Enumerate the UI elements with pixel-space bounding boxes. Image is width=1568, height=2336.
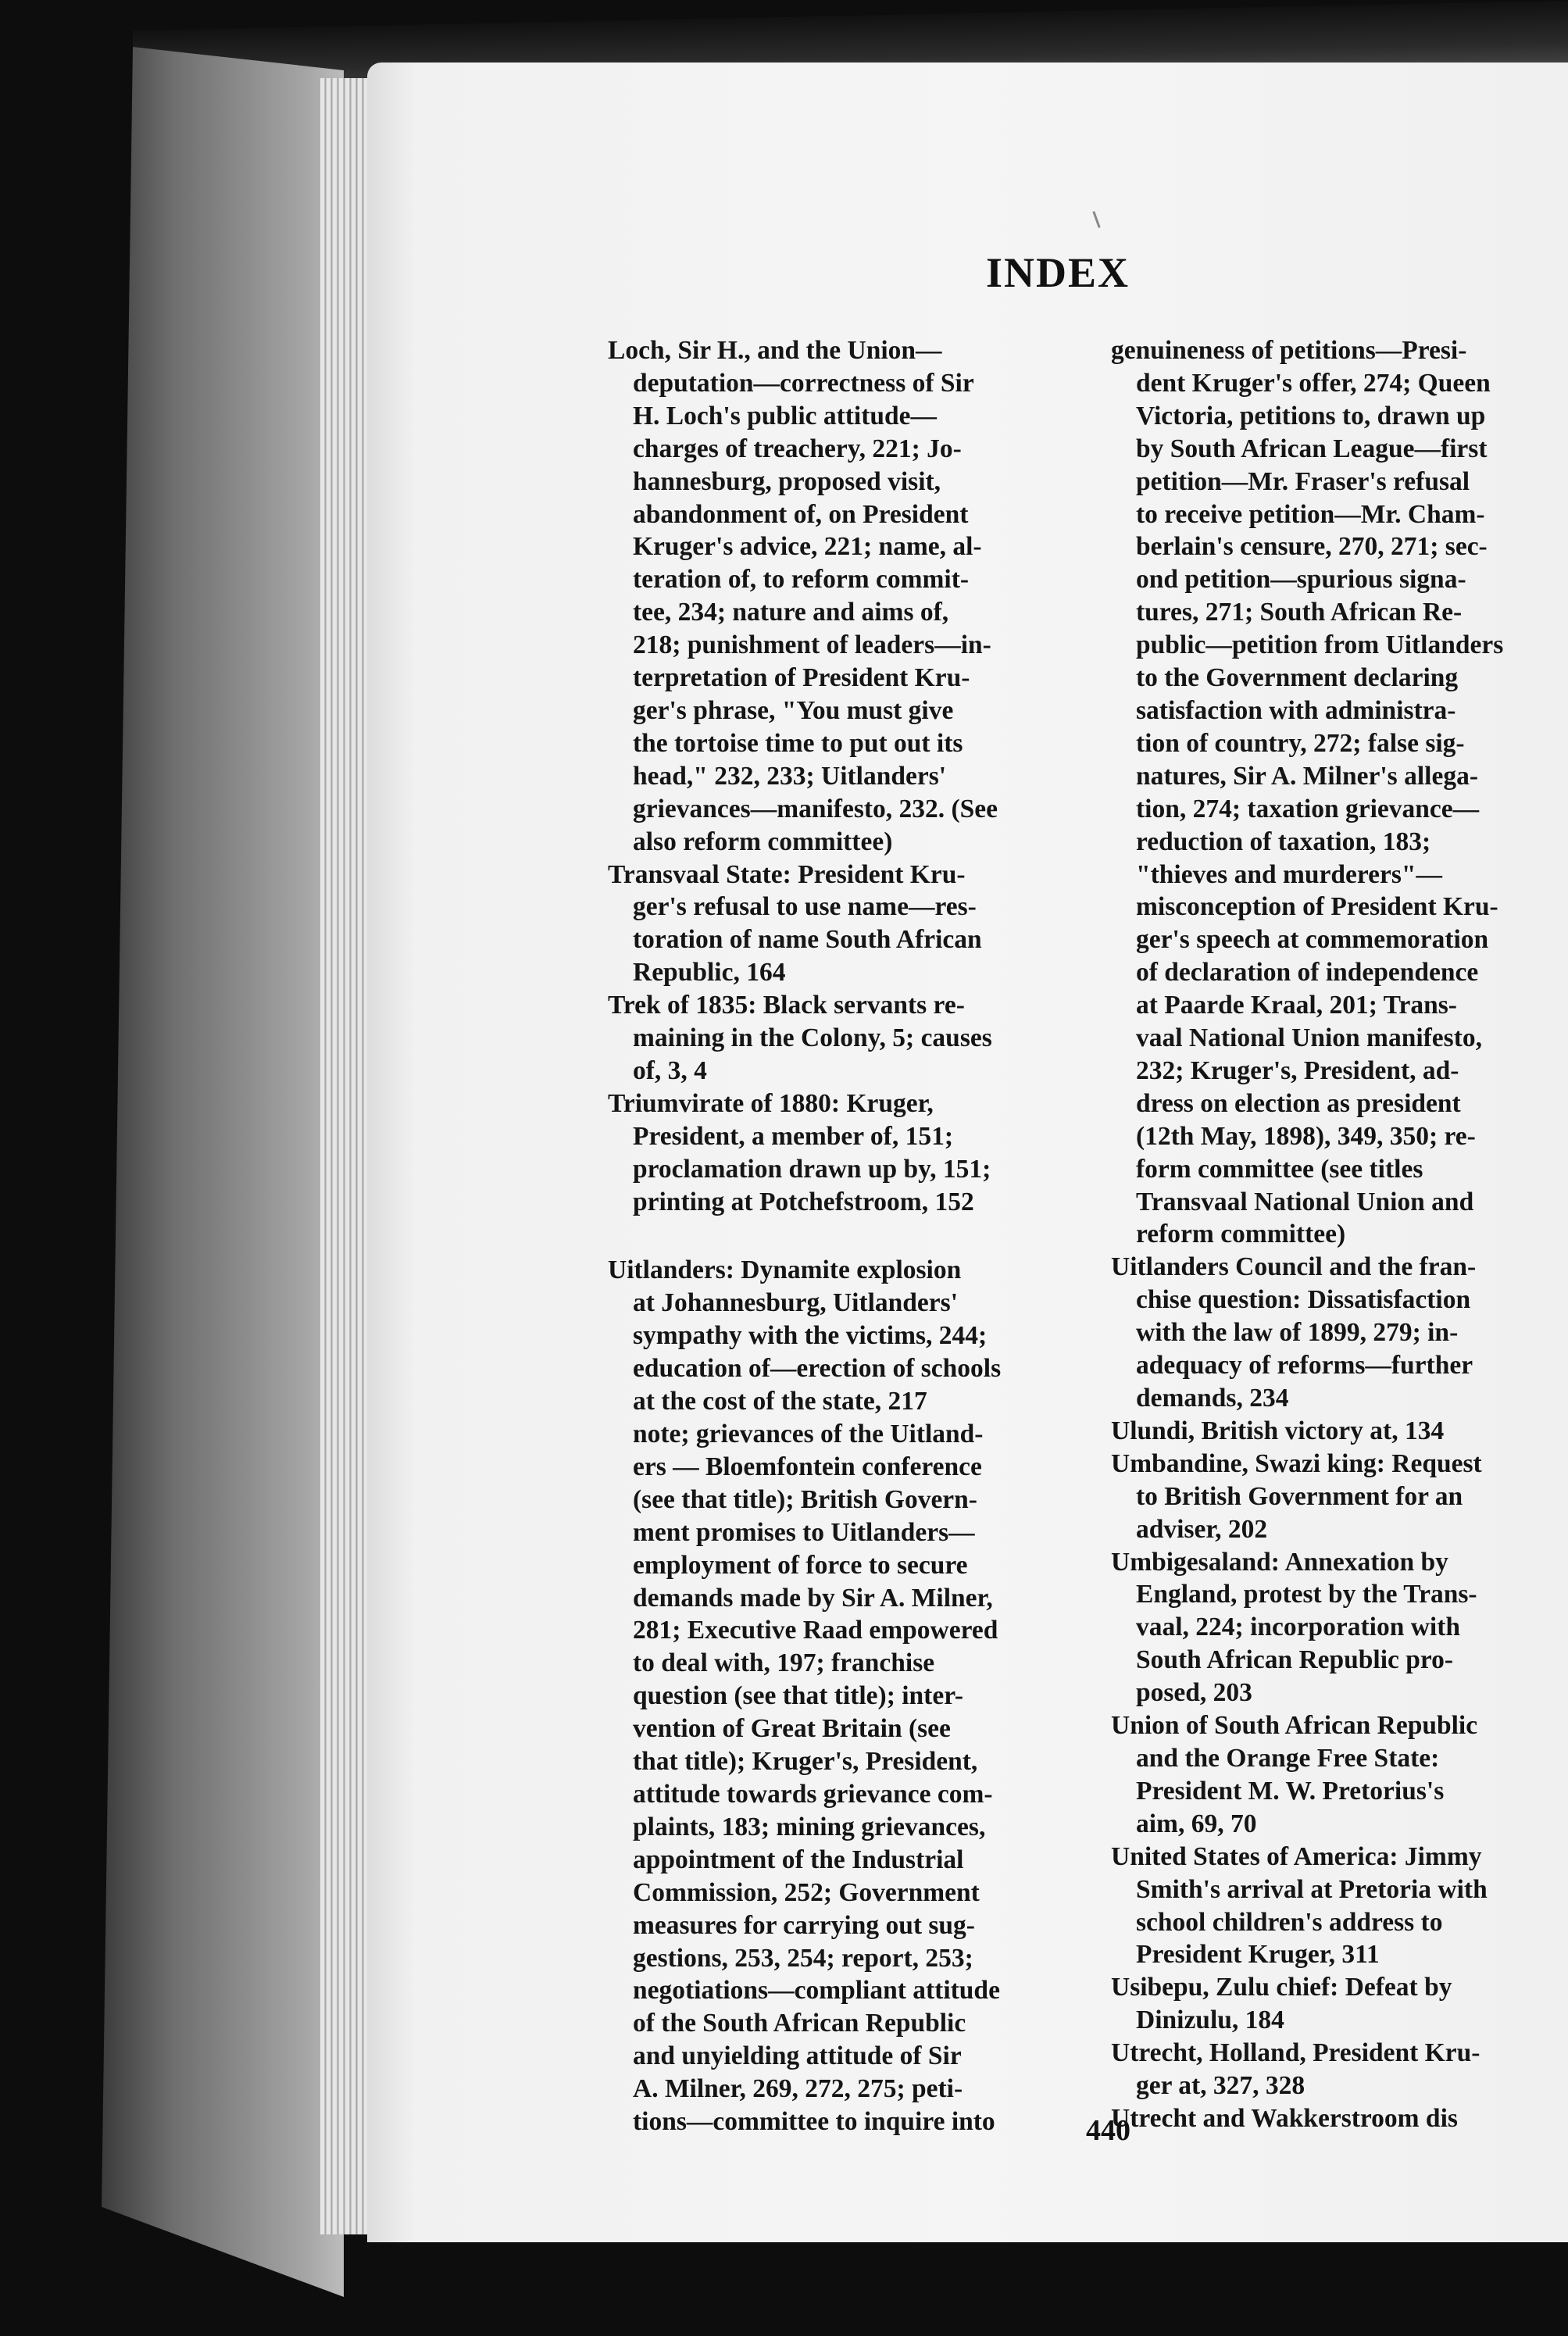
index-entry-line: Republic, 164 xyxy=(633,958,786,988)
index-entry-line: grievances—manifesto, 232. (See xyxy=(633,794,998,823)
index-entry-line: (12th May, 1898), 349, 350; re- xyxy=(1136,1121,1476,1151)
index-entry-line: United States of America: Jimmy xyxy=(1111,1841,1482,1871)
index-entry-line: to British Government for an xyxy=(1136,1481,1463,1511)
index-entry-line: to receive petition—Mr. Cham- xyxy=(1136,499,1485,529)
index-entry-line: vention of Great Britain (see xyxy=(633,1714,951,1744)
index-entry xyxy=(1111,1841,1568,1972)
index-entry-line: Commission, 252; Government xyxy=(633,1877,980,1907)
index-entry-line: Transvaal National Union and xyxy=(1136,1187,1474,1216)
index-entry-line: aim, 69, 70 xyxy=(1136,1809,1257,1838)
index-entry-line: Uitlanders: Dynamite explosion xyxy=(608,1256,962,1285)
index-entry-line: that title); Kruger's, President, xyxy=(633,1747,978,1777)
index-entry-line: note; grievances of the Uitland- xyxy=(633,1420,984,1448)
index-entry-line: President, a member of, 151; xyxy=(633,1121,953,1151)
index-entry-line: plaints, 183; mining grievances, xyxy=(633,1812,986,1841)
index-entry-line: appointment of the Industrial xyxy=(633,1845,964,1874)
index-entry-line: Kruger's advice, 221; name, al- xyxy=(633,532,982,562)
page-number: 440 xyxy=(1086,2114,1130,2147)
index-entry-line: printing at Potchefstroom, 152 xyxy=(633,1187,974,1216)
index-entry-line: employment of force to secure xyxy=(633,1550,968,1580)
index-entry-line: Loch, Sir H., and the Union— xyxy=(608,336,942,365)
index-entry-line: President M. W. Pretorius's xyxy=(1136,1776,1445,1806)
index-entry-line: at the cost of the state, 217 xyxy=(633,1387,927,1416)
index-entry-line: public—petition from Uitlanders xyxy=(1136,630,1504,660)
index-entry-line: Usibepu, Zulu chief: Defeat by xyxy=(1111,1973,1452,2002)
index-entry-line: reform committee) xyxy=(1136,1220,1346,1249)
index-entry-line: tee, 234; nature and aims of, xyxy=(633,598,949,627)
index-entry-line: education of—erection of schools xyxy=(633,1354,1002,1384)
index-entry-line: gestions, 253, 254; report, 253; xyxy=(633,1943,973,1973)
index-entry-line: England, protest by the Trans- xyxy=(1136,1580,1477,1609)
index-entry xyxy=(608,1254,1092,2138)
index-entry-line: satisfaction with administra- xyxy=(1136,695,1456,725)
index-entry xyxy=(1111,1448,1568,1546)
index-entry-line: chise question: Dissatisfaction xyxy=(1136,1285,1471,1315)
index-entry-line: negotiations—compliant attitude xyxy=(633,1976,1000,2006)
index-entry-line: deputation—correctness of Sir xyxy=(633,368,974,398)
index-entry-line: ger's phrase, "You must give xyxy=(633,695,954,725)
index-entry-line: ment promises to Uitlanders— xyxy=(633,1517,975,1547)
index-entry-line: Uitlanders Council and the fran- xyxy=(1111,1252,1477,1282)
index-entry xyxy=(1111,1709,1568,1841)
index-entry-line: and the Orange Free State: xyxy=(1136,1743,1440,1773)
index-entry-line: ers — Bloemfontein conference xyxy=(633,1452,982,1481)
index-entry-line: measures for carrying out sug- xyxy=(633,1910,975,1940)
index-entry-line: at Johannesburg, Uitlanders' xyxy=(633,1288,959,1318)
index-entry-line: hannesburg, proposed visit, xyxy=(633,466,941,496)
index-entry-line: by South African League—first xyxy=(1136,434,1488,463)
index-entry-line: A. Milner, 269, 272, 275; peti- xyxy=(633,2074,963,2104)
index-entry xyxy=(1111,1546,1568,1710)
page-title: INDEX xyxy=(986,249,1130,296)
index-entry xyxy=(608,334,1092,859)
index-entry-line: Smith's arrival at Pretoria with xyxy=(1136,1874,1488,1904)
index-entry-line: President Kruger, 311 xyxy=(1136,1940,1380,1970)
index-entry-line: tion, 274; taxation grievance— xyxy=(1136,794,1480,823)
index-entry-line: teration of, to reform commit- xyxy=(633,565,970,595)
index-entry-line: Umbigesaland: Annexation by xyxy=(1111,1547,1448,1577)
index-entry-line: form committee (see titles xyxy=(1136,1154,1423,1184)
index-entry xyxy=(608,859,1092,990)
index-entry-line: terpretation of President Kru- xyxy=(633,663,970,693)
index-entry-line: Ulundi, British victory at, 134 xyxy=(1111,1416,1445,1445)
index-entry xyxy=(1111,334,1568,1251)
index-entry-line: tures, 271; South African Re- xyxy=(1136,598,1463,627)
index-entry-line: Union of South African Republic xyxy=(1111,1711,1478,1741)
index-entry-line: South African Republic pro- xyxy=(1136,1645,1454,1675)
index-entry-line: Victoria, petitions to, drawn up xyxy=(1136,401,1486,430)
index-entry-line: Triumvirate of 1880: Kruger, xyxy=(608,1088,934,1118)
index-entry-line: of, 3, 4 xyxy=(633,1055,707,1085)
index-entry-line: maining in the Colony, 5; causes xyxy=(633,1023,992,1053)
index-entry-line: of declaration of independence xyxy=(1136,958,1479,988)
index-entry-line: "thieves and murderers"— xyxy=(1136,859,1443,889)
index-entry-line: with the law of 1899, 279; in- xyxy=(1136,1318,1459,1348)
index-entry-line: charges of treachery, 221; Jo- xyxy=(633,434,962,463)
index-entry-line: berlain's censure, 270, 271; sec- xyxy=(1136,532,1488,562)
index-entry xyxy=(1111,1415,1568,1448)
index-entry xyxy=(1111,2102,1568,2135)
index-entry-line: natures, Sir A. Milner's allega- xyxy=(1136,761,1478,791)
index-entry-line: vaal National Union manifesto, xyxy=(1136,1023,1482,1053)
index-entry-line: (see that title); British Govern- xyxy=(633,1484,977,1514)
index-entry-line: school children's address to xyxy=(1136,1907,1443,1937)
index-entry-line: petition—Mr. Fraser's refusal xyxy=(1136,466,1470,496)
index-column-left xyxy=(608,334,1092,2138)
index-entry-line: also reform committee) xyxy=(633,827,893,856)
index-entry-line: misconception of President Kru- xyxy=(1136,892,1498,922)
index-entry-line: of the South African Republic xyxy=(633,2009,966,2038)
index-entry-line: ger's speech at commemoration xyxy=(1136,925,1489,955)
index-entry-line: Dinizulu, 184 xyxy=(1136,2006,1284,2035)
index-entry xyxy=(1111,1971,1568,2037)
index-entry-line: reduction of taxation, 183; xyxy=(1136,827,1431,856)
index-entry-line: Umbandine, Swazi king: Request xyxy=(1111,1448,1482,1478)
index-entry-line: genuineness of petitions—Presi- xyxy=(1111,336,1467,365)
index-entry xyxy=(1111,1251,1568,1415)
index-entry-line: ger at, 327, 328 xyxy=(1136,2071,1305,2101)
index-entry-line: Utrecht and Wakkerstroom dis xyxy=(1111,2103,1458,2133)
index-entry-line: to deal with, 197; franchise xyxy=(633,1648,935,1678)
index-entry-line: the tortoise time to put out its xyxy=(633,728,963,758)
index-entry-line: adviser, 202 xyxy=(1136,1514,1268,1544)
index-entry-line: question (see that title); inter- xyxy=(633,1681,963,1711)
index-entry-line: 232; Kruger's, President, ad- xyxy=(1136,1055,1459,1085)
index-entry-line: vaal, 224; incorporation with xyxy=(1136,1613,1461,1642)
index-entry-line: tion of country, 272; false sig- xyxy=(1136,728,1465,758)
index-entry-line: dent Kruger's offer, 274; Queen xyxy=(1136,368,1491,398)
index-entry-line: Utrecht, Holland, President Kru- xyxy=(1111,2038,1480,2068)
index-entry-line: 281; Executive Raad empowered xyxy=(633,1616,998,1645)
index-entry-line: H. Loch's public attitude— xyxy=(633,401,938,430)
index-entry-line: Trek of 1835: Black servants re- xyxy=(608,991,965,1020)
index-entry-line: ger's refusal to use name—res- xyxy=(633,892,977,922)
index-entry-line: sympathy with the victims, 244; xyxy=(633,1321,988,1351)
index-entry-line: Transvaal State: President Kru- xyxy=(608,859,966,889)
index-column-right xyxy=(1111,334,1568,2135)
index-entry xyxy=(608,1088,1092,1219)
book-cover-side xyxy=(102,47,344,2297)
index-entry-line: at Paarde Kraal, 201; Trans- xyxy=(1136,991,1457,1020)
index-entry-line: and unyielding attitude of Sir xyxy=(633,2041,962,2071)
index-entry-line: 218; punishment of leaders—in- xyxy=(633,630,991,660)
index-entry-line: abandonment of, on President xyxy=(633,499,969,529)
index-entry-line: to the Government declaring xyxy=(1136,663,1459,693)
index-entry-line: posed, 203 xyxy=(1136,1678,1252,1708)
index-entry xyxy=(608,989,1092,1088)
index-entry-line: demands made by Sir A. Milner, xyxy=(633,1583,993,1613)
index-entry xyxy=(1111,2037,1568,2102)
index-entry-line: head," 232, 233; Uitlanders' xyxy=(633,761,947,791)
index-entry-line: ond petition—spurious signa- xyxy=(1136,565,1466,595)
index-entry-line: adequacy of reforms—further xyxy=(1136,1351,1473,1381)
index-entry-line: dress on election as president xyxy=(1136,1088,1461,1118)
index-entry-line: proclamation drawn up by, 151; xyxy=(633,1154,991,1184)
index-entry-line: demands, 234 xyxy=(1136,1384,1289,1413)
index-entry-line: toration of name South African xyxy=(633,925,982,955)
index-entry-line: tions—committee to inquire into xyxy=(633,2107,995,2137)
index-entry-line: attitude towards grievance com- xyxy=(633,1779,993,1809)
